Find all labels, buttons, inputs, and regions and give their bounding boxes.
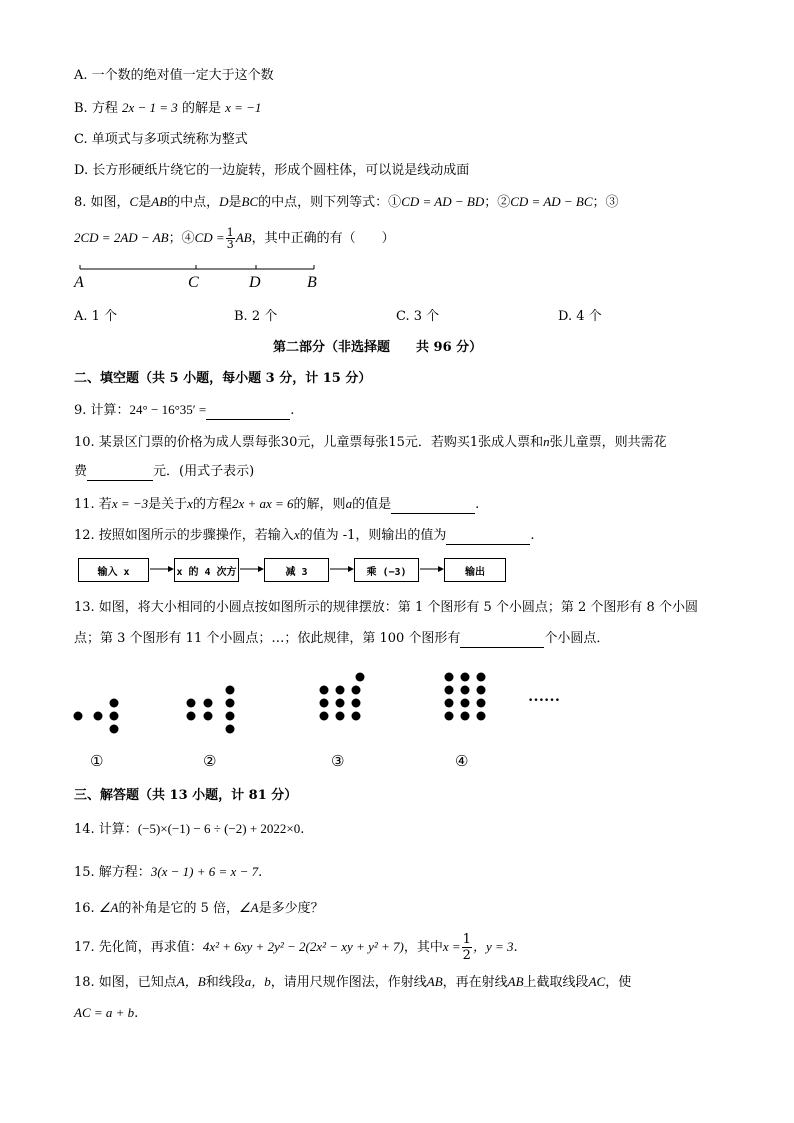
flow-step-multiply: 乘 (−3) — [354, 558, 419, 582]
dot-pattern-2 — [187, 686, 235, 734]
dot-pattern-ellipsis: …… — [528, 688, 560, 705]
q15-equation: 3(x − 1) + 6 = x − 7 — [150, 864, 259, 879]
q12: 12. 按照如图所示的步骤操作，若输入x的值为 -1，则输出的值为 . — [74, 527, 535, 543]
q8-option-a: A. 1 个 — [74, 309, 118, 324]
q8-option-c: C. 3 个 — [396, 309, 440, 324]
q12-answer-blank[interactable] — [446, 530, 530, 545]
flow-step-power: x 的 4 次方 — [174, 558, 239, 582]
q9-answer-blank[interactable] — [206, 405, 290, 420]
pattern-label-2: ② — [203, 752, 217, 770]
flow-arrow-2 — [240, 563, 264, 575]
q18-line2: AC = a + b. — [74, 1005, 139, 1021]
q7-option-d: D. 长方形硬纸片绕它的一边旋转，形成个圆柱体，可以说是线动成面 — [74, 163, 470, 178]
q9: 9. 计算：24° − 16°35′ = . — [74, 402, 295, 418]
point-label-c: C — [188, 274, 199, 291]
point-label-a: A — [74, 274, 84, 291]
dot-pattern-3 — [320, 686, 361, 721]
q14-expression: (−5)×(−1) − 6 ÷ (−2) + 2022×0 — [137, 821, 301, 836]
q7-option-c: C. 单项式与多项式统称为整式 — [74, 132, 248, 147]
dot-pattern-4 — [445, 673, 486, 721]
flow-arrow-3 — [330, 563, 354, 575]
q8-option-d: D. 4 个 — [558, 309, 602, 324]
q8-line1: 8. 如图，C是AB的中点，D是BC的中点，则下列等式：①CD = AD − BD；②CD = AD − BC；③ — [74, 194, 619, 210]
dot-pattern-1 — [74, 699, 119, 734]
q11-answer-blank[interactable] — [391, 499, 475, 514]
q17-fraction: $\frac{1}{2}$ — [462, 932, 471, 963]
q7-b-answer: x = −1 — [225, 100, 262, 115]
flow-arrow-1 — [150, 563, 174, 575]
q16: 16. ∠A的补角是它的 5 倍，∠A是多少度？ — [74, 900, 324, 916]
q13-line2: 点；第 3 个图形有 11 个小圆点；…；依此规律，第 100 个图形有 个小圆点． — [74, 631, 610, 646]
q17: 17. 先化简，再求值：4x² + 6xy + 2y² − 2(2x² − xy + y² + 7)，其中x = $\frac{1}{2}$ ，y = 3. — [74, 932, 518, 963]
q13-dot-patterns — [60, 655, 580, 745]
q8-eq2: CD = AD − BC — [510, 194, 593, 209]
q8-eq1: CD = AD − BD — [401, 194, 485, 209]
part2-heading: 第二部分（非选择题 共 96 分） — [273, 340, 483, 355]
q7-b-equation: 2x − 1 = 3 — [121, 100, 178, 115]
pattern-label-1: ① — [90, 752, 104, 770]
q8-segment-figure — [70, 258, 330, 292]
q13-line1: 13. 如图，将大小相同的小圆点按如图所示的规律摆放：第 1 个图形有 5 个小圆点；第 2 个图形有 8 个小圆 — [74, 600, 698, 615]
q14: 14. 计算：(−5)×(−1) − 6 ÷ (−2) + 2022×0. — [74, 821, 305, 837]
q7-option-b: B. 方程 2x − 1 = 3 的解是 x = −1 — [74, 100, 262, 116]
q8-line2: 2CD = 2AD − AB；④CD = $\frac{1}{3}$ AB，其中正确的有（ ） — [74, 226, 395, 251]
section2-heading: 二、填空题（共 5 小题，每小题 3 分，计 15 分） — [74, 371, 372, 386]
q13-answer-blank[interactable] — [460, 633, 544, 648]
dot-pattern-3-column — [356, 673, 365, 682]
flow-step-output: 输出 — [444, 558, 506, 582]
q18-line1: 18. 如图，已知点A，B和线段a，b，请用尺规作图法，作射线AB，再在射线AB上截取线段AC，使 — [74, 974, 632, 990]
q7-option-a: A. 一个数的绝对值一定大于这个数 — [74, 68, 274, 83]
q10-line1: 10. 某景区门票的价格为成人票每张30元，儿童票每张15元．若购买1张成人票和n张儿童票，则共需花 — [74, 434, 667, 450]
section3-heading: 三、解答题（共 13 小题，计 81 分） — [74, 788, 298, 803]
q15: 15. 解方程：3(x − 1) + 6 = x − 7. — [74, 864, 263, 880]
q17-expression: 4x² + 6xy + 2y² − 2(2x² − xy + y² + 7) — [202, 939, 404, 954]
q9-expression: 24° − 16°35′ = — [129, 402, 207, 417]
flow-arrow-4 — [420, 563, 444, 575]
flow-step-subtract: 减 3 — [264, 558, 329, 582]
pattern-label-4: ④ — [455, 752, 469, 770]
pattern-label-3: ③ — [331, 752, 345, 770]
q10-answer-blank[interactable] — [87, 466, 153, 481]
q8-option-b: B. 2 个 — [234, 309, 278, 324]
point-label-d: D — [249, 274, 261, 291]
point-label-b: B — [307, 274, 317, 291]
q11: 11. 若x = −3是关于x的方程2x + ax = 6的解，则a的值是 . — [74, 496, 480, 512]
flow-step-input: 输入 x — [78, 558, 149, 582]
q8-fraction: $\frac{1}{3}$ — [226, 226, 234, 251]
q8-eq3: 2CD = 2AD − AB — [74, 230, 169, 245]
q10-line2: 费 元．(用式子表示) — [74, 464, 255, 479]
